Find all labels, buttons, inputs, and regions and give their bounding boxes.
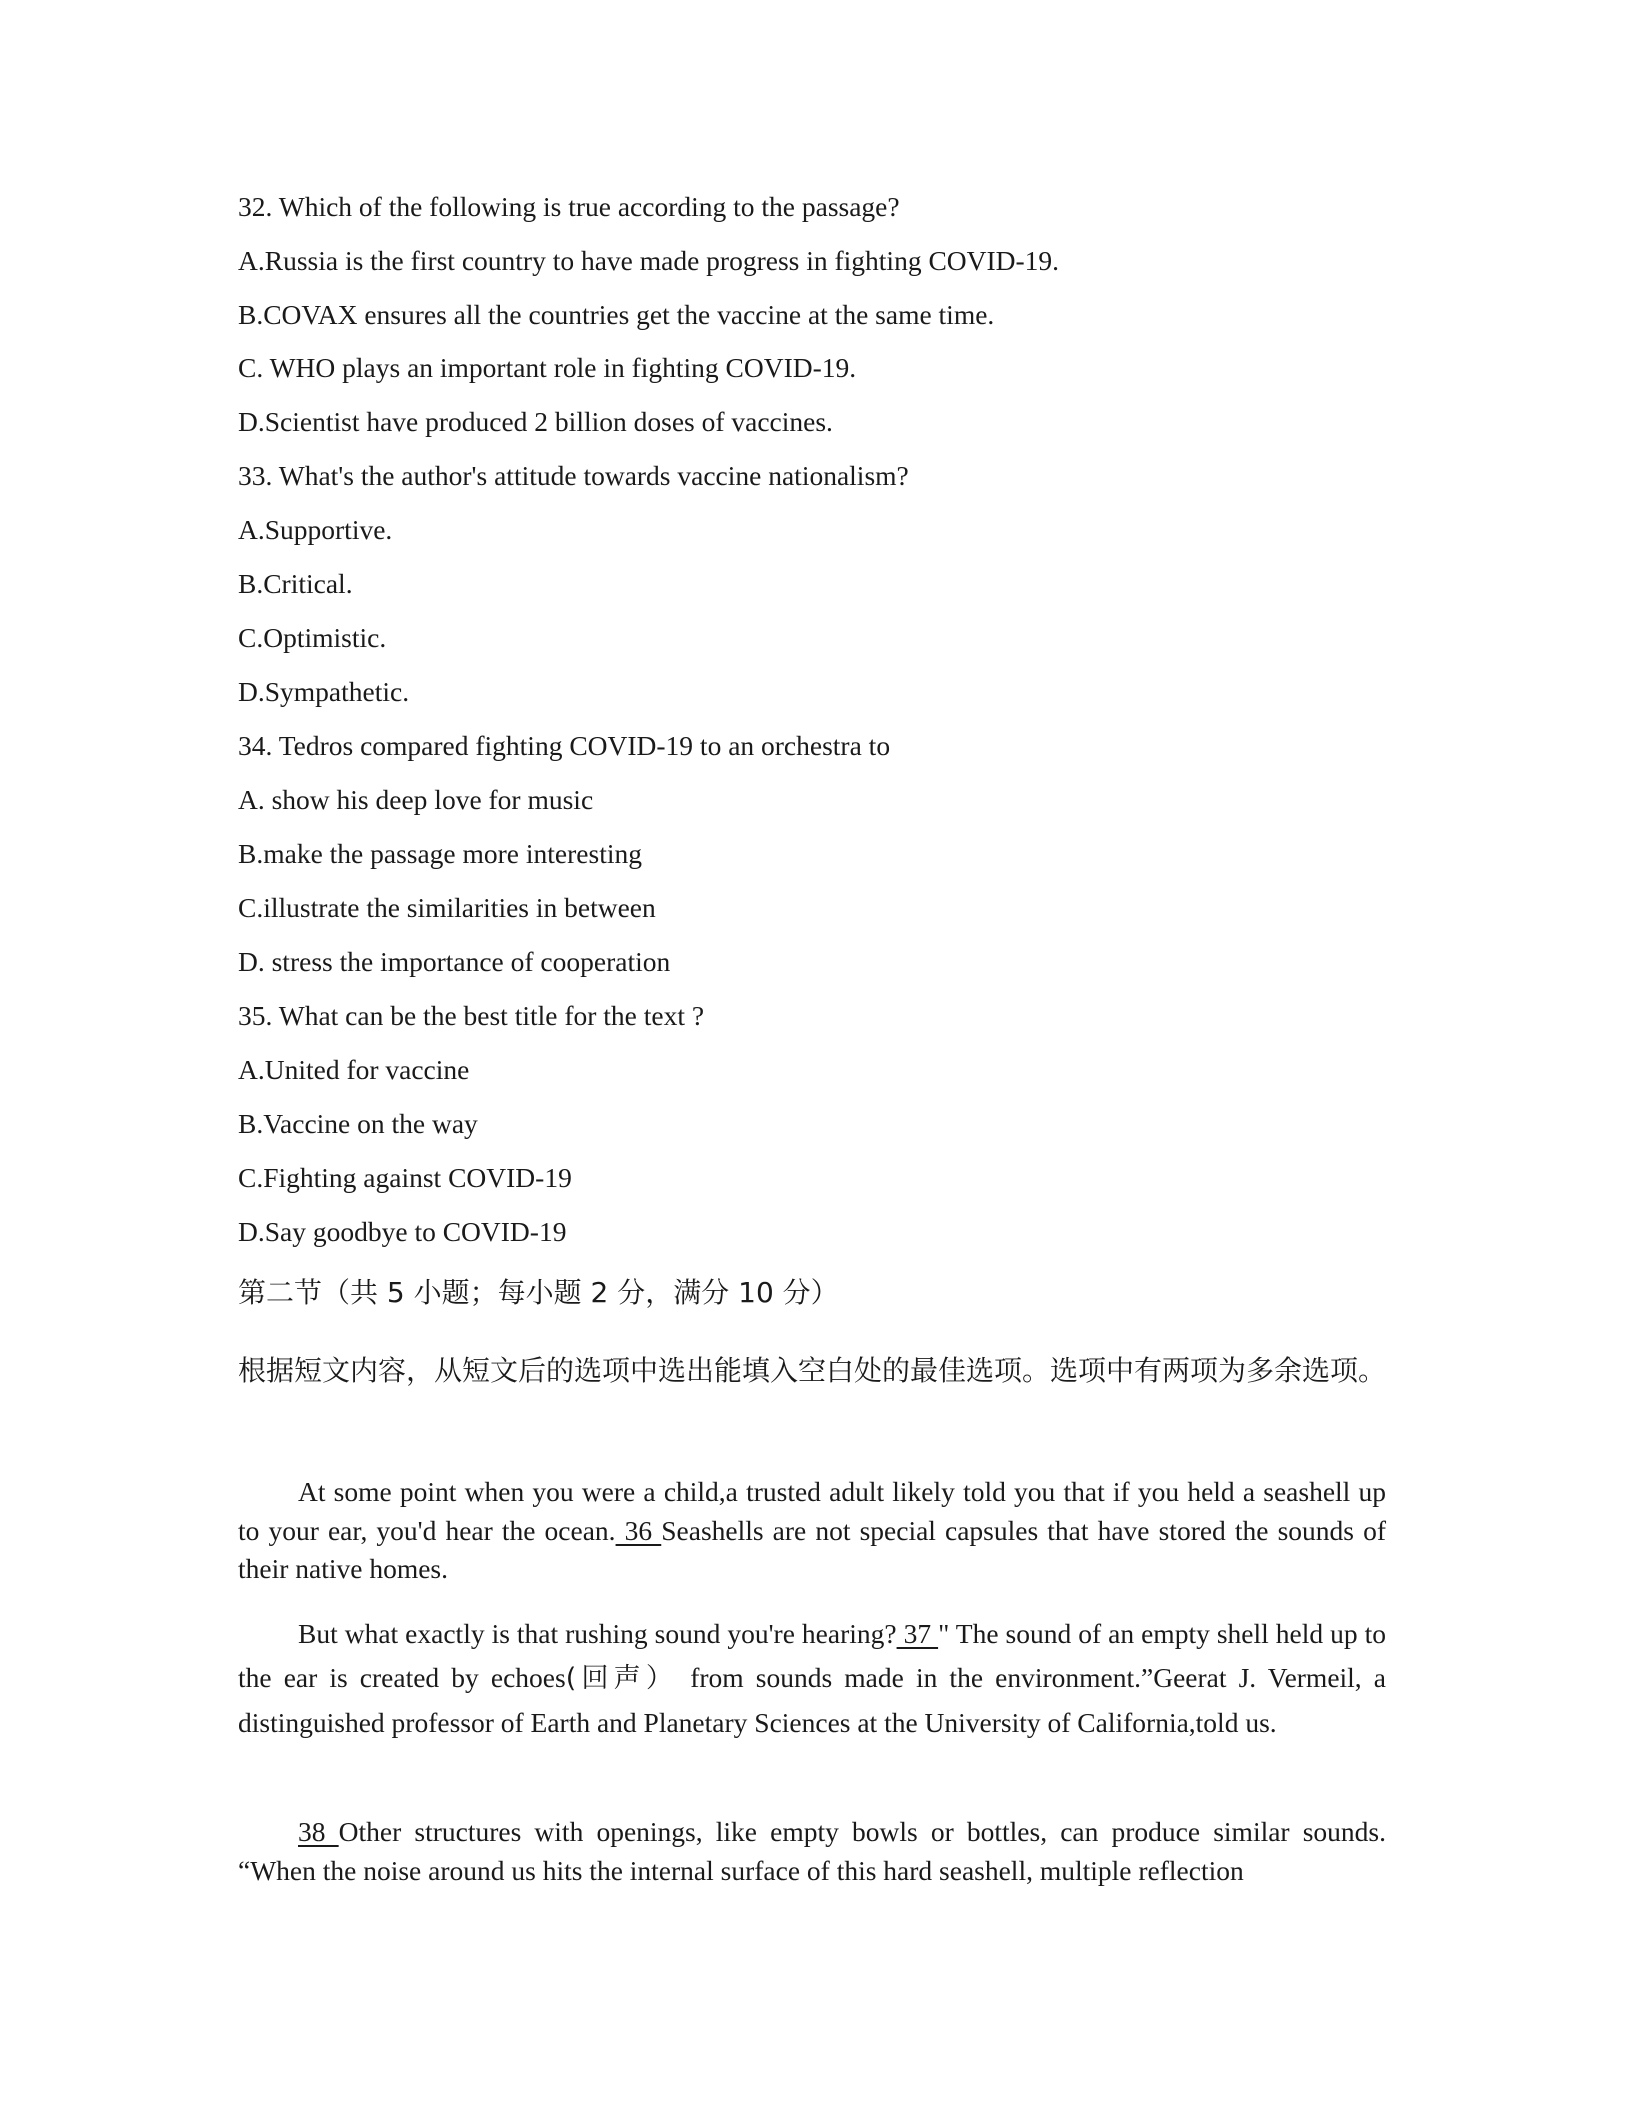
paragraph-1-text-a: At some point when you were a child,a trusted adult likely told you that if you held a seashell up to your ear, you'd hear the ocean. bbox=[238, 1476, 1386, 1546]
question-34-option-d: D. stress the importance of cooperation bbox=[238, 946, 671, 977]
question-33-option-d: D.Sympathetic. bbox=[238, 676, 410, 707]
question-32-option-c: C. WHO plays an important role in fighting COVID-19. bbox=[238, 352, 857, 383]
paragraph-2-text-b: " The sound of an empty shell held up to the ear is created by echoes bbox=[238, 1618, 1387, 1693]
question-35-option-b: B.Vaccine on the way bbox=[238, 1108, 478, 1139]
blank-37: 37 bbox=[896, 1618, 939, 1649]
question-34-option-a: A. show his deep love for music bbox=[238, 784, 594, 815]
question-34-option-c: C.illustrate the similarities in between bbox=[238, 892, 656, 923]
question-32-option-a: A.Russia is the first country to have made progress in fighting COVID-19. bbox=[238, 245, 1060, 276]
paragraph-1-text-b: Seashells are not special capsules that have stored the sounds of their native homes. bbox=[238, 1514, 1386, 1584]
question-34-stem: 34. Tedros compared fighting COVID-19 to an orchestra to bbox=[238, 730, 891, 761]
paragraph-2-text-a: But what exactly is that rushing sound you're hearing? bbox=[298, 1618, 897, 1649]
question-32-option-d: D.Scientist have produced 2 billion doses of vaccines. bbox=[238, 406, 833, 437]
question-33-option-a: A.Supportive. bbox=[238, 514, 393, 545]
paragraph-3-text: Other structures with openings, like empty bowls or bottles, can produce similar sounds. “When the noise around us hits the internal surface of this hard seashell, multiple reflection bbox=[238, 1816, 1387, 1886]
question-35-stem: 35. What can be the best title for the text ? bbox=[238, 1000, 705, 1031]
section-heading: 第二节（共 5 小题；每小题 2 分，满分 10 分） bbox=[238, 1276, 839, 1309]
question-35-option-a: A.United for vaccine bbox=[238, 1054, 470, 1085]
question-34-option-b: B.make the passage more interesting bbox=[238, 838, 642, 869]
question-32-stem: 32. Which of the following is true according to the passage? bbox=[238, 191, 900, 222]
question-33-stem: 33. What's the author's attitude towards vaccine nationalism? bbox=[238, 460, 909, 491]
passage-paragraph-2 bbox=[238, 1612, 1386, 1745]
blank-38: 38 bbox=[298, 1816, 339, 1847]
question-35-option-c: C.Fighting against COVID-19 bbox=[238, 1162, 572, 1193]
question-33-option-c: C.Optimistic. bbox=[238, 622, 387, 653]
passage-paragraph-3 bbox=[238, 1813, 1386, 1890]
chinese-gloss: (回声） bbox=[565, 1663, 679, 1694]
blank-36: 36 bbox=[615, 1514, 662, 1546]
section-instruction: 根据短文内容，从短文后的选项中选出能填入空白处的最佳选项。选项中有两项为多余选项。 bbox=[238, 1354, 1387, 1387]
paragraph-2-text-c: from sounds made in the environment.”Geerat J. Vermeil, a distinguished professor of Earth and Planetary Sciences at the University of California,told us. bbox=[238, 1662, 1386, 1738]
passage-paragraph-1 bbox=[238, 1473, 1386, 1589]
question-33-option-b: B.Critical. bbox=[238, 568, 353, 599]
question-35-option-d: D.Say goodbye to COVID-19 bbox=[238, 1216, 567, 1247]
question-32-option-b: B.COVAX ensures all the countries get the vaccine at the same time. bbox=[238, 299, 995, 330]
